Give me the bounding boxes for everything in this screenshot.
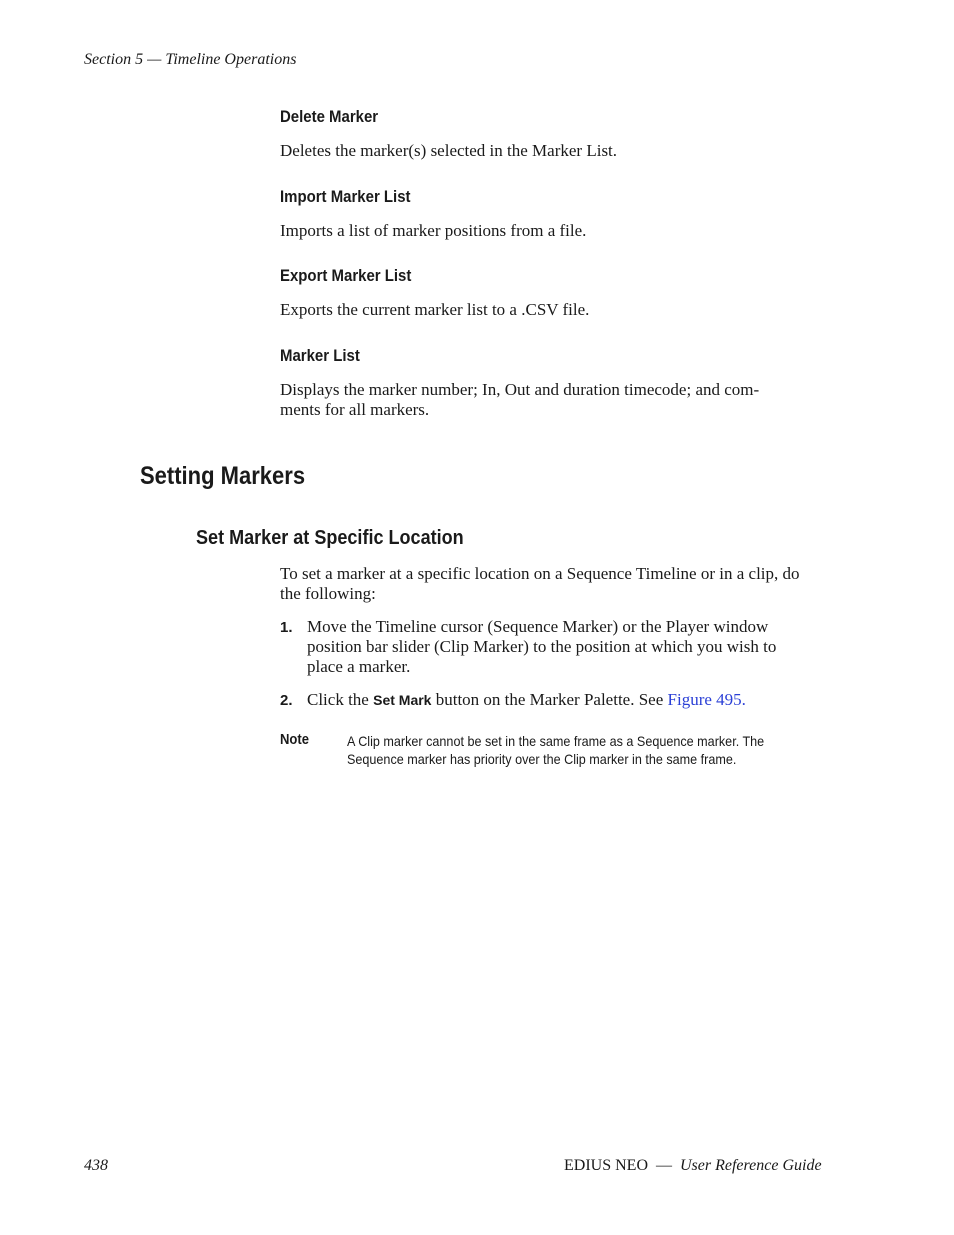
- heading-import-marker-list: Import Marker List: [280, 187, 411, 206]
- section-title-setting-markers: Setting Markers: [140, 462, 306, 490]
- step-1-line-3: place a marker.: [307, 657, 411, 676]
- marker-list-description-line-1: Displays the marker number; In, Out and duration timecode; and com-: [280, 380, 760, 399]
- procedure-intro-line-2: the following:: [280, 584, 376, 603]
- marker-list-description: [280, 380, 842, 420]
- step-1-number: 1.: [280, 619, 293, 636]
- note-text-line-1: A Clip marker cannot be set in the same frame as a Sequence marker. The: [347, 733, 765, 749]
- note-text-line-2: Sequence marker has priority over the Clip marker in the same frame.: [347, 751, 737, 767]
- step-2-prefix: Click the: [307, 690, 369, 709]
- step-2-number: 2.: [280, 692, 293, 709]
- heading-delete-marker: Delete Marker: [280, 107, 379, 126]
- figure-495-link[interactable]: Figure 495.: [667, 690, 746, 709]
- step-1-line-1: Move the Timeline cursor (Sequence Marker) or the Player window: [307, 617, 769, 636]
- step-2-text: [307, 690, 842, 710]
- note-text: [347, 732, 815, 768]
- export-marker-list-description: Exports the current marker list to a .CSV file.: [280, 300, 590, 319]
- delete-marker-description: Deletes the marker(s) selected in the Marker List.: [280, 141, 618, 160]
- set-mark-ui-label: Set Mark: [373, 692, 432, 708]
- running-header: Section 5 — Timeline Operations: [84, 51, 297, 68]
- heading-marker-list: Marker List: [280, 346, 360, 365]
- procedure-intro: [280, 564, 842, 604]
- step-1-line-2: position bar slider (Clip Marker) to the position at which you wish to: [307, 637, 777, 656]
- footer-guide-title: User Reference Guide: [680, 1157, 822, 1174]
- procedure-intro-line-1: To set a marker at a specific location on a Sequence Timeline or in a clip, do: [280, 564, 800, 583]
- heading-export-marker-list: Export Marker List: [280, 266, 412, 285]
- note-label: Note: [280, 732, 310, 748]
- step-2-middle: button on the Marker Palette. See: [435, 690, 664, 709]
- footer-title: [564, 1157, 822, 1175]
- footer-product: EDIUS NEO: [564, 1157, 648, 1174]
- step-1-text: [307, 617, 842, 677]
- import-marker-list-description: Imports a list of marker positions from a file.: [280, 221, 587, 240]
- footer-separator: —: [656, 1157, 672, 1174]
- subsection-title-set-marker-location: Set Marker at Specific Location: [196, 526, 464, 549]
- page-number: 438: [84, 1157, 108, 1174]
- marker-list-description-line-2: ments for all markers.: [280, 400, 430, 419]
